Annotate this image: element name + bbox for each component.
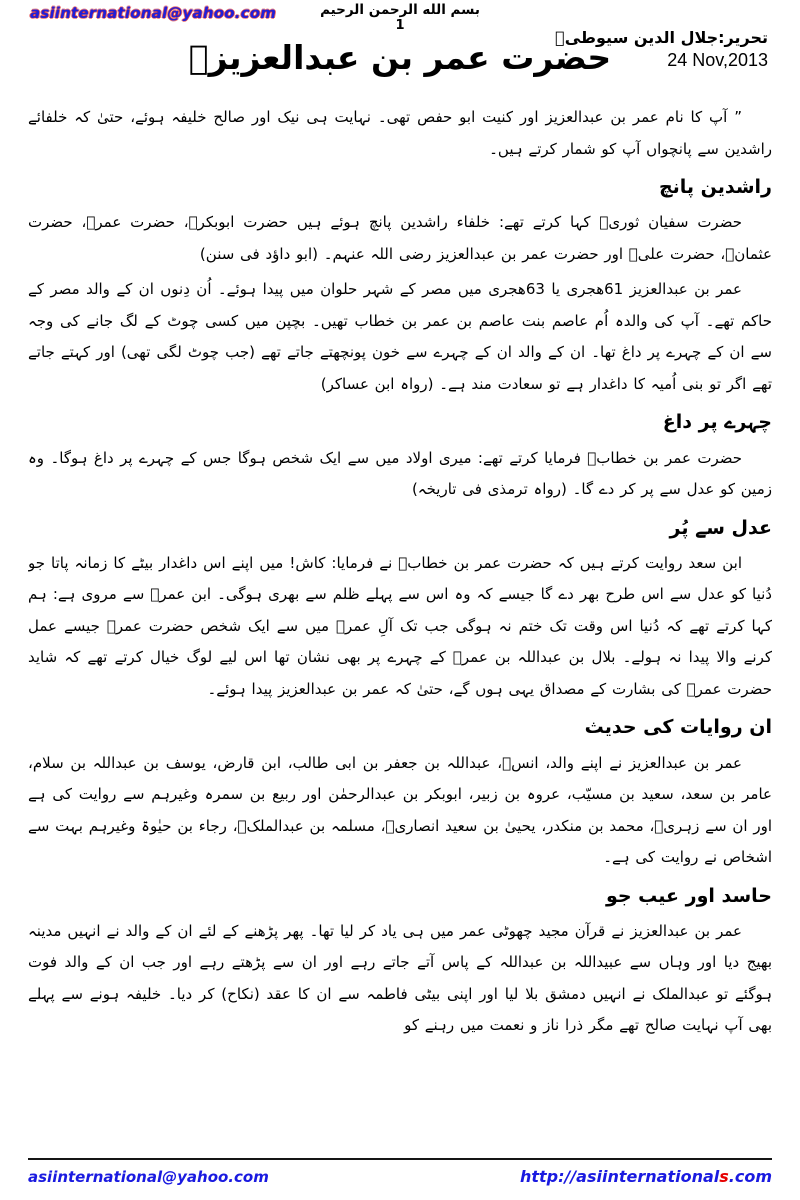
page-title: حضرت عمر بن عبدالعزیزؒ	[188, 38, 612, 77]
document-date: 24 Nov,2013	[667, 49, 768, 70]
paragraph-birth-halwan: عمر بن عبدالعزیز 61ھجری یا 63ھجری میں مصر کے شہر حلوان میں پیدا ہوئے۔ اُن دِنوں ان کے والد مصر کے حاکم تھے۔ آپ کی والدہ اُم عاصم بنت عاصم بن عمر بن خطاب تھیں۔ بچپن میں کسی چوٹ کے لگ جانے کی وجہ سے ان کے چہرے پر داغ تھا۔ ان کے والد ان کے چہرے سے خون پونچھتے جاتے تھے (جب چوٹ لگی تھی) اور کہتے جاتے تھے اگر تو بنی اُمیہ کا داغدار ہے تو سعادت مند ہے۔ (رواہ ابن عساکر)	[28, 280, 772, 393]
section-heading-chehray-par-dagh: چہرے پر داغ	[662, 411, 772, 434]
section-heading-hasid-aib-jo: حاسد اور عیب جو	[605, 884, 772, 907]
footer-email-link[interactable]: asiinternational@yahoo.com	[28, 1168, 269, 1186]
header-email-link[interactable]: asiinternational@yahoo.com	[30, 4, 277, 22]
writer-credit: تحریر:جلال الدین سیوطیؒ	[555, 28, 768, 47]
section-heading-rashideen-panj: راشدین پانچ	[658, 176, 772, 198]
paragraph-umar-prophecy: حضرت عمر بن خطابؓ فرمایا کرتے تھے: میری اولاد میں سے ایک شخص ہوگا جس کے چہرے پر داغ ہوگا۔ وہ زمین کو عدل سے پر کر دے گا۔ (رواہ ترمذی فی تاریخہ)	[28, 448, 772, 499]
footer-website-link[interactable]	[520, 1167, 772, 1186]
intro-paragraph: ” آپ کا نام عمر بن عبدالعزیز اور کنیت ابو حفص تھی۔ نہایت ہی نیک اور صالح خلیفہ ہوئے، حتیٰ کہ خلفائے راشدین سے پانچواں آپ کو شمار کرتے ہیں۔	[28, 108, 772, 158]
page-header	[0, 0, 800, 100]
footer-url-prefix: http://asiinternational	[519, 1167, 720, 1186]
section-heading-adal-se-pur: عدل سے پُر	[669, 516, 772, 539]
paragraph-sufyan-sauri: حضرت سفیان ثوریؒ کہا کرتے تھے: خلفاء راشدین پانچ ہوئے ہیں حضرت ابوبکرؓ، حضرت عمرؓ، حضرت عثمانؓ، حضرت علیؓ اور حضرت عمر بن عبدالعزیز رضی اللہ عنہم۔ (ابو داؤد فی سنن)	[28, 213, 772, 263]
paragraph-ibn-saad-riwayat: ابن سعد روایت کرتے ہیں کہ حضرت عمر بن خطابؓ نے فرمایا: کاش! میں اپنے اس داغدار بیٹے کا زمانہ پاتا جو دُنیا کو عدل سے اس طرح بھر دے گا جیسے کہ وہ اس سے پہلے ظلم سے بھری ہوگی۔ ابن عمرؓ سے مروی ہے: ہم کہا کرتے تھے کہ دُنیا اس وقت تک ختم نہ ہوگی جب تک آلِ عمرؓ میں سے ایک شخص حضرت عمرؓ جیسے عمل کرنے والا پیدا نہ ہولے۔ بلال بن عبداللہ بن عمرؓ کے چہرے پر بھی نشان تھا اس لیے لوگ خیال کرتے تھے کہ شاید حضرت عمرؓ کی بشارت کے مصداق یہی ہوں گے، حتیٰ کہ عمر بن عبدالعزیز پیدا ہوئے۔	[28, 553, 772, 698]
footer-url-suffix: .com	[728, 1167, 772, 1186]
page-footer	[28, 1158, 772, 1186]
paragraph-narrators-list: عمر بن عبدالعزیز نے اپنے والد، انسؓ، عبداللہ بن جعفر بن ابی طالب، ابن قارض، یوسف بن عبداللہ بن سلام، عامر بن سعد، سعید بن مسیّب، عروہ بن زبیر، ابوبکر بن عبدالرحمٰن اور ربیع بن سمرہ وغیرہم سے روایت کی ہے اور ان سے زہریؒ، محمد بن منکدر، یحییٰ بن سعید انصاریؒ، مسلمہ بن عبدالملکؒ، رجاء بن حیٰوۃ وغیرہم بہت سے اشخاص نے روایت کی ہے۔	[28, 753, 772, 867]
paragraph-quran-memorization: عمر بن عبدالعزیز نے قرآن مجید چھوٹی عمر میں ہی یاد کر لیا تھا۔ پھر پڑھنے کے لئے ان کے والد نے انہیں مدینہ بھیج دیا اور وہاں سے عبیداللہ بن عبداللہ کے پاس آتے جاتے رہے اور ان سے پڑھتے رہے اور جب ان کے والد فوت ہوگئے تو عبدالملک نے انہیں دمشق بلا لیا اور اپنی بیٹی فاطمہ سے ان کا عقد (نکاح) کر دیا۔ خلیفہ ہونے سے پہلے بھی آپ نہایت صالح تھے مگر ذرا ناز و نعمت میں رہنے کو	[28, 921, 772, 1035]
section-heading-riwayat-ki-hadith: ان روایات کی حدیث	[584, 716, 772, 739]
footer-url-red-letter: s	[719, 1167, 729, 1186]
bismillah-text: بسم الله الرحمن الرحيم	[320, 2, 480, 18]
page-number: 1	[395, 17, 405, 33]
article-body	[28, 102, 772, 1142]
